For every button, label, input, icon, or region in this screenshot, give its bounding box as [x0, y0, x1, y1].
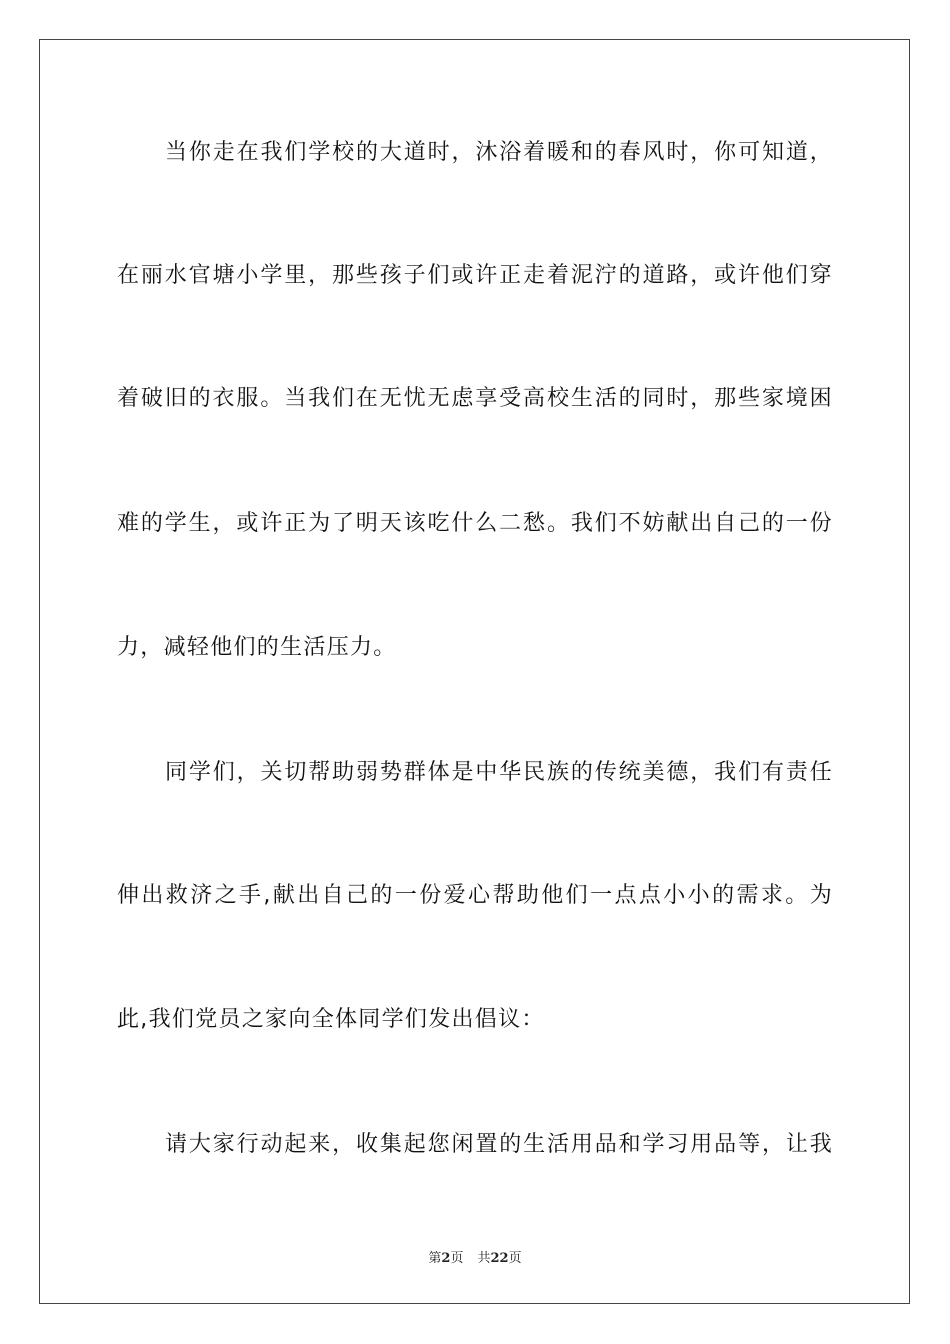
- paragraph-line: 请大家行动起来，收集起您闲置的生活用品和学习用品等，让我: [165, 1132, 833, 1157]
- paragraph-line: 伸出救济之手,献出自己的一份爱心帮助他们一点点小小的需求。为: [117, 883, 833, 908]
- paragraph-line: 力，减轻他们的生活压力。: [117, 635, 397, 660]
- total-prefix: 共: [477, 1251, 491, 1266]
- page-number: 2: [441, 1251, 451, 1266]
- total-suffix: 页: [508, 1251, 522, 1266]
- page-footer: [0, 1247, 950, 1266]
- page-suffix: 页: [450, 1251, 464, 1266]
- total-pages: 22: [490, 1251, 509, 1266]
- paragraph-line: 难的学生，或许正为了明天该吃什么二愁。我们不妨献出自己的一份: [117, 511, 833, 536]
- paragraph-line: 当你走在我们学校的大道时，沐浴着暖和的春风时，你可知道，: [165, 140, 833, 165]
- paragraph-line: 同学们，关切帮助弱势群体是中华民族的传统美德，我们有责任: [165, 760, 833, 785]
- paragraph-line: 此,我们党员之家向全体同学们发出倡议：: [117, 1007, 545, 1032]
- page-border: [39, 39, 910, 1304]
- paragraph-line: 着破旧的衣服。当我们在无忧无虑享受高校生活的同时，那些家境困: [117, 386, 833, 411]
- page-prefix: 第: [428, 1251, 442, 1266]
- paragraph-line: 在丽水官塘小学里，那些孩子们或许正走着泥泞的道路，或许他们穿: [117, 263, 833, 288]
